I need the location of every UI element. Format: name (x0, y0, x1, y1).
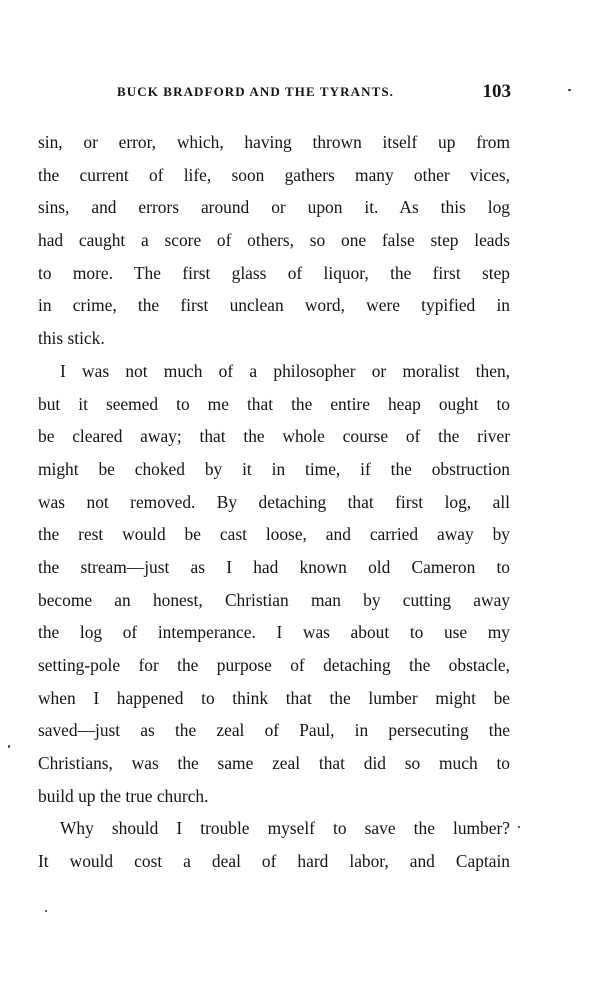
text-line: to more. The first glass of liquor, the first step (38, 262, 510, 283)
text-line: the rest would be cast loose, and carried away by (38, 524, 510, 545)
scan-speck (8, 745, 10, 748)
text-line: become an honest, Christian man by cutting away (38, 589, 510, 610)
text-line: saved—just as the zeal of Paul, in persecuting the (38, 720, 510, 741)
text-line: sin, or error, which, having thrown itself up from (38, 132, 510, 152)
text-line: the current of life, soon gathers many other vices, (38, 164, 510, 185)
text-line: had caught a score of others, so one false step leads (38, 230, 510, 251)
text-line: the log of intemperance. I was about to use my (38, 622, 510, 643)
text-line: I was not much of a philosopher or moralist then, (60, 360, 510, 381)
scan-speck (45, 910, 47, 912)
text-line: was not removed. By detaching that first log, all (38, 491, 510, 512)
text-line: Why should I trouble myself to save the lumber? (60, 818, 510, 839)
page-number: 103 (482, 81, 511, 102)
scan-speck (518, 826, 520, 828)
text-line: sins, and errors around or upon it. As this log (38, 197, 510, 218)
text-line: when I happened to think that the lumber might be (38, 687, 510, 708)
running-head (117, 81, 519, 105)
text-line: It would cost a deal of hard labor, and Captain (38, 851, 510, 872)
scan-speck (568, 89, 571, 91)
text-line: build up the true church. (38, 785, 209, 806)
text-line: in crime, the first unclean word, were typified in (38, 295, 510, 316)
text-line: this stick. (38, 328, 105, 349)
text-line: the stream—just as I had known old Cameron to (38, 556, 510, 577)
text-line: setting-pole for the purpose of detaching the obstacle, (38, 655, 510, 675)
text-line: but it seemed to me that the entire heap ought to (38, 393, 510, 414)
body-text (38, 126, 510, 878)
running-title: BUCK BRADFORD AND THE TYRANTS. (117, 84, 395, 99)
text-line: might be choked by it in time, if the obstruction (38, 458, 510, 479)
text-line: Christians, was the same zeal that did so much to (38, 753, 510, 774)
text-line: be cleared away; that the whole course of the river (38, 426, 510, 447)
